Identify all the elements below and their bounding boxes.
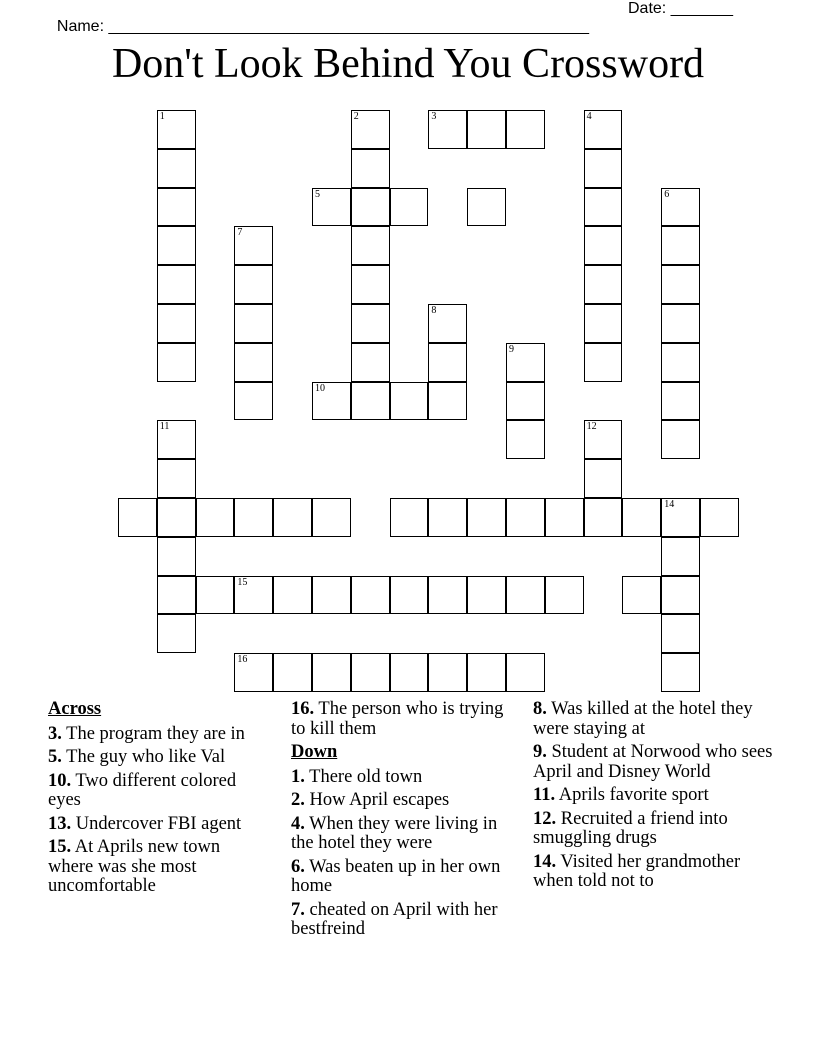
grid-cell[interactable] [661, 304, 700, 343]
clue-number: 11 [159, 421, 170, 433]
clue-number: 1 [159, 111, 165, 122]
grid-cell[interactable] [700, 498, 739, 537]
grid-cell[interactable] [390, 576, 429, 615]
down-clue [533, 786, 773, 806]
grid-cell[interactable] [584, 498, 623, 537]
clue-text: When they were living in the hotel they were [291, 813, 498, 853]
grid-cell[interactable] [467, 653, 506, 692]
grid-cell[interactable] [234, 653, 273, 692]
grid-cell[interactable] [234, 343, 273, 382]
across-clue [48, 772, 263, 811]
clue-number-label: 15. [48, 837, 72, 857]
grid-cell[interactable] [622, 576, 661, 615]
grid-cell[interactable] [428, 110, 467, 149]
clue-number-label: 6. [291, 856, 305, 877]
clue-text: The guy who like Val [61, 747, 226, 767]
grid-cell[interactable] [661, 188, 700, 227]
grid-cell[interactable] [157, 265, 196, 304]
clue-number-label: 10. [48, 770, 72, 791]
clue-number: 2 [353, 111, 359, 122]
grid-cell[interactable] [661, 614, 700, 653]
grid-cell[interactable] [157, 188, 196, 227]
clue-number: 7 [237, 227, 243, 239]
clue-text: Aprils favorite sport [555, 785, 709, 805]
clue-number: 8 [431, 305, 437, 316]
grid-cell[interactable] [351, 226, 390, 265]
grid-cell[interactable] [234, 226, 273, 265]
grid-cell[interactable] [351, 576, 390, 615]
grid-cell[interactable] [351, 343, 390, 382]
grid-cell[interactable] [506, 382, 545, 421]
grid-cell[interactable] [584, 110, 623, 149]
clue-number: 16 [237, 654, 248, 666]
grid-cell[interactable] [312, 653, 351, 692]
clue-text: Two different colored eyes [48, 770, 237, 810]
clue-text: Was killed at the hotel they were staying at [533, 699, 753, 739]
clue-number-label: 14. [533, 851, 557, 872]
clue-number-label: 4. [291, 813, 305, 834]
grid-cell[interactable] [584, 265, 623, 304]
grid-cell[interactable] [506, 343, 545, 382]
down-clue [533, 853, 773, 892]
grid-cell[interactable] [622, 498, 661, 537]
clue-number-label: 8. [533, 699, 547, 719]
page-title: Don't Look Behind You Crossword [111, 41, 705, 87]
grid-cell[interactable] [428, 382, 467, 421]
grid-cell[interactable] [118, 498, 157, 537]
grid-cell[interactable] [506, 498, 545, 537]
grid-cell[interactable] [351, 149, 390, 188]
grid-cell[interactable] [467, 576, 506, 615]
grid-cell[interactable] [661, 343, 700, 382]
grid-cell[interactable] [157, 110, 196, 149]
grid-cell[interactable] [428, 653, 467, 692]
across-clue-list [48, 725, 263, 897]
grid-cell[interactable] [157, 576, 196, 615]
grid-cell[interactable] [312, 498, 351, 537]
clue-number: 5 [315, 188, 320, 200]
grid-cell[interactable] [157, 149, 196, 188]
grid-cell[interactable] [390, 498, 429, 537]
down-clue [533, 700, 773, 739]
clue-text: Recruited a friend into smuggling drugs [533, 808, 728, 848]
clue-number: 15 [237, 576, 248, 588]
grid-cell[interactable] [273, 576, 312, 615]
grid-cell[interactable] [390, 653, 429, 692]
down-clue [291, 815, 506, 854]
grid-cell[interactable] [661, 226, 700, 265]
grid-cell[interactable] [312, 576, 351, 615]
clue-number: 10 [315, 382, 325, 394]
grid-cell[interactable] [351, 265, 390, 304]
grid-cell[interactable] [506, 420, 545, 459]
grid-cell[interactable] [273, 498, 312, 537]
clue-number: 3 [431, 111, 437, 122]
grid-cell[interactable] [157, 226, 196, 265]
grid-cell[interactable] [157, 614, 196, 653]
grid-cell[interactable] [157, 420, 196, 459]
across-heading: Across [48, 699, 102, 719]
grid-cell[interactable] [312, 382, 351, 421]
grid-cell[interactable] [467, 110, 506, 149]
grid-cell[interactable] [157, 304, 196, 343]
clue-number-label: 16. [291, 699, 315, 719]
grid-cell[interactable] [467, 498, 506, 537]
grid-cell[interactable] [157, 343, 196, 382]
grid-cell[interactable] [661, 420, 700, 459]
clue-number: 14 [664, 499, 675, 510]
clue-text: The program they are in [61, 723, 245, 744]
grid-cell[interactable] [428, 576, 467, 615]
grid-cell[interactable] [390, 382, 429, 421]
down-clue [291, 901, 506, 940]
grid-cell[interactable] [312, 188, 351, 227]
grid-cell[interactable] [351, 304, 390, 343]
down-clue [291, 768, 506, 788]
grid-cell[interactable] [157, 498, 196, 537]
clues-column-1 [48, 700, 263, 901]
grid-cell[interactable] [545, 498, 584, 537]
clue-number: 9 [509, 343, 514, 355]
across-clue [48, 748, 263, 768]
clue-text: The person who is trying to kill them [291, 699, 504, 739]
down-clue-list-continued [533, 700, 773, 892]
clue-text: How April escapes [304, 790, 450, 810]
clue-number-label: 5. [48, 747, 62, 767]
grid-cell[interactable] [428, 304, 467, 343]
grid-cell[interactable] [390, 188, 429, 227]
clue-text: Undercover FBI agent [71, 813, 242, 834]
down-heading: Down [291, 742, 338, 762]
down-clue-list [291, 768, 506, 940]
grid-cell[interactable] [661, 576, 700, 615]
grid-cell[interactable] [584, 149, 623, 188]
clue-number-label: 7. [291, 899, 305, 920]
grid-cell[interactable] [428, 343, 467, 382]
grid-cell[interactable] [584, 343, 623, 382]
across-clue-list-continued [291, 700, 506, 739]
grid-cell[interactable] [661, 382, 700, 421]
grid-cell[interactable] [661, 537, 700, 576]
clue-text: Visited her grandmother when told not to [533, 851, 741, 891]
grid-cell[interactable] [351, 110, 390, 149]
grid-cell[interactable] [467, 188, 506, 227]
across-clue [48, 725, 263, 745]
clue-number-label: 12. [533, 808, 557, 829]
clues-column-2 [291, 700, 506, 944]
grid-cell[interactable] [234, 498, 273, 537]
grid-cell[interactable] [157, 459, 196, 498]
grid-cell[interactable] [584, 459, 623, 498]
clue-text: At Aprils new town where was she most uncomfortable [48, 837, 221, 896]
clue-number-label: 1. [291, 766, 305, 787]
grid-cell[interactable] [234, 382, 273, 421]
grid-cell[interactable] [351, 188, 390, 227]
grid-cell[interactable] [234, 265, 273, 304]
clue-number-label: 2. [291, 790, 305, 810]
date-field[interactable]: Date: _______ [628, 0, 733, 17]
clue-number: 12 [586, 421, 597, 433]
clue-text: Student at Norwood who sees April and Disney World [533, 742, 773, 782]
name-field[interactable]: Name: ______________________________________________________ [56, 18, 589, 35]
clue-number-label: 3. [48, 723, 62, 744]
clues-column-3 [533, 700, 773, 896]
grid-cell[interactable] [196, 576, 235, 615]
grid-cell[interactable] [351, 653, 390, 692]
clue-text: cheated on April with her bestfreind [291, 899, 498, 939]
grid-cell[interactable] [584, 420, 623, 459]
grid-cell[interactable] [157, 537, 196, 576]
clue-text: Was beaten up in her own home [291, 856, 501, 896]
grid-cell[interactable] [545, 576, 584, 615]
down-clue [533, 743, 773, 782]
grid-cell[interactable] [506, 653, 545, 692]
grid-cell[interactable] [428, 498, 467, 537]
clue-number: 6 [664, 188, 670, 200]
across-clue [291, 700, 506, 739]
grid-cell[interactable] [234, 304, 273, 343]
across-clue [48, 838, 263, 897]
grid-cell[interactable] [584, 226, 623, 265]
grid-cell[interactable] [584, 304, 623, 343]
grid-cell[interactable] [234, 576, 273, 615]
clue-number: 4 [586, 111, 592, 122]
grid-cell[interactable] [661, 653, 700, 692]
clue-number-label: 9. [533, 742, 547, 762]
grid-cell[interactable] [506, 576, 545, 615]
grid-cell[interactable] [506, 110, 545, 149]
grid-cell[interactable] [661, 265, 700, 304]
clue-number-label: 11. [533, 785, 556, 805]
across-clue [48, 815, 263, 835]
grid-cell[interactable] [196, 498, 235, 537]
grid-cell[interactable] [273, 653, 312, 692]
down-clue [291, 791, 506, 811]
clue-number-label: 13. [48, 813, 72, 834]
clue-text: There old town [304, 766, 423, 787]
grid-cell[interactable] [584, 188, 623, 227]
down-clue [533, 810, 773, 849]
down-clue [291, 858, 506, 897]
grid-cell[interactable] [661, 498, 700, 537]
grid-cell[interactable] [351, 382, 390, 421]
